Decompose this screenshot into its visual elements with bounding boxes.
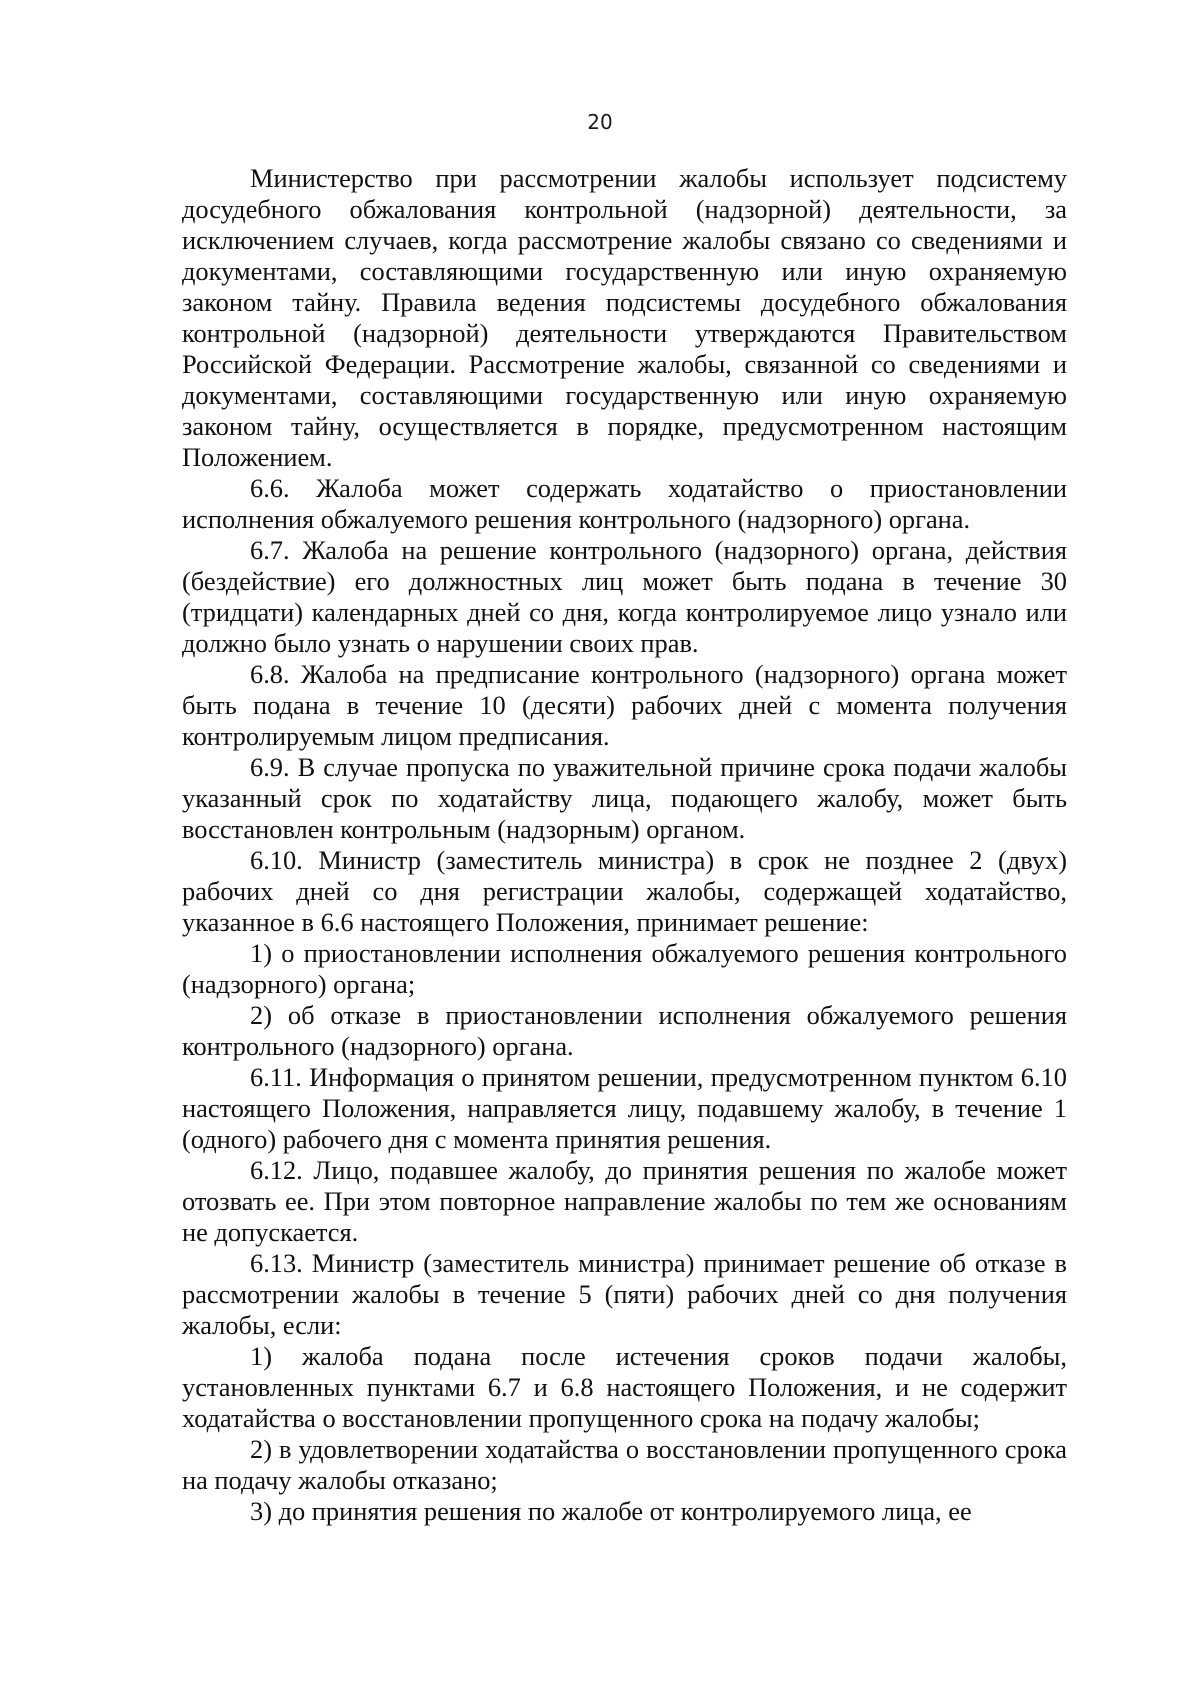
paragraph-6-9: 6.9. В случае пропуска по уважительной причине срока подачи жалобы указанный срок по ходатайству лица, подающего жалобу, может быть восстановлен контрольным (надзорным) органом. xyxy=(182,752,1067,844)
paragraph-6-13-item-3: 3) до принятия решения по жалобе от контролируемого лица, ее xyxy=(250,1496,972,1526)
paragraph-6-10: 6.10. Министр (заместитель министра) в срок не позднее 2 (двух) рабочих дней со дня регистрации жалобы, содержащей ходатайство, указанное в 6.6 настоящего Положения, принимает решение: xyxy=(182,845,1067,937)
paragraph-6-13-item-2: 2) в удовлетворении ходатайства о восстановлении пропущенного срока на подачу жалобы отказано; xyxy=(182,1434,1067,1495)
paragraph-6-11: 6.11. Информация о принятом решении, предусмотренном пунктом 6.10 настоящего Положения, направляется лицу, подавшему жалобу, в течение 1 (одного) рабочего дня с момента принятия решения. xyxy=(182,1062,1067,1154)
paragraph-intro: Министерство при рассмотрении жалобы использует подсистему досудебного обжалования контрольной (надзорной) деятельности, за исключением случаев, когда рассмотрение жалобы связано со сведениями и документами, составляющими государственную или иную охраняемую законом тайну. Правила ведения подсистемы досудебного обжалования контрольной (надзорной) деятельности утверждаются Правительством Российской Федерации. Рассмотрение жалобы, связанной со сведениями и документами, составляющими государственную или иную охраняемую законом тайну, осуществляется в порядке, предусмотренном настоящим Положением. xyxy=(182,163,1067,472)
paragraph-6-13-item-1: 1) жалоба подана после истечения сроков подачи жалобы, установленных пунктами 6.7 и 6.8 настоящего Положения, и не содержит ходатайства о восстановлении пропущенного срока на подачу жалобы; xyxy=(182,1341,1067,1433)
paragraph-6-12: 6.12. Лицо, подавшее жалобу, до принятия решения по жалобе может отозвать ее. При этом повторное направление жалобы по тем же основаниям не допускается. xyxy=(182,1155,1067,1247)
paragraph-6-8: 6.8. Жалоба на предписание контрольного (надзорного) органа может быть подана в течение 10 (десяти) рабочих дней с момента получения контролируемым лицом предписания. xyxy=(182,659,1067,751)
document-body xyxy=(182,163,1067,1527)
page-number: 20 xyxy=(587,110,613,134)
paragraph-6-6: 6.6. Жалоба может содержать ходатайство о приостановлении исполнения обжалуемого решения контрольного (надзорного) органа. xyxy=(182,473,1067,534)
paragraph-6-7: 6.7. Жалоба на решение контрольного (надзорного) органа, действия (бездействие) его должностных лиц может быть подана в течение 30 (тридцати) календарных дней со дня, когда контролируемое лицо узнало или должно было узнать о нарушении своих прав. xyxy=(182,535,1067,658)
paragraph-6-13: 6.13. Министр (заместитель министра) принимает решение об отказе в рассмотрении жалобы в течение 5 (пяти) рабочих дней со дня получения жалобы, если: xyxy=(182,1248,1067,1340)
paragraph-6-10-item-1: 1) о приостановлении исполнения обжалуемого решения контрольного (надзорного) органа; xyxy=(182,938,1067,999)
paragraph-6-10-item-2: 2) об отказе в приостановлении исполнения обжалуемого решения контрольного (надзорного) органа. xyxy=(182,1000,1067,1061)
